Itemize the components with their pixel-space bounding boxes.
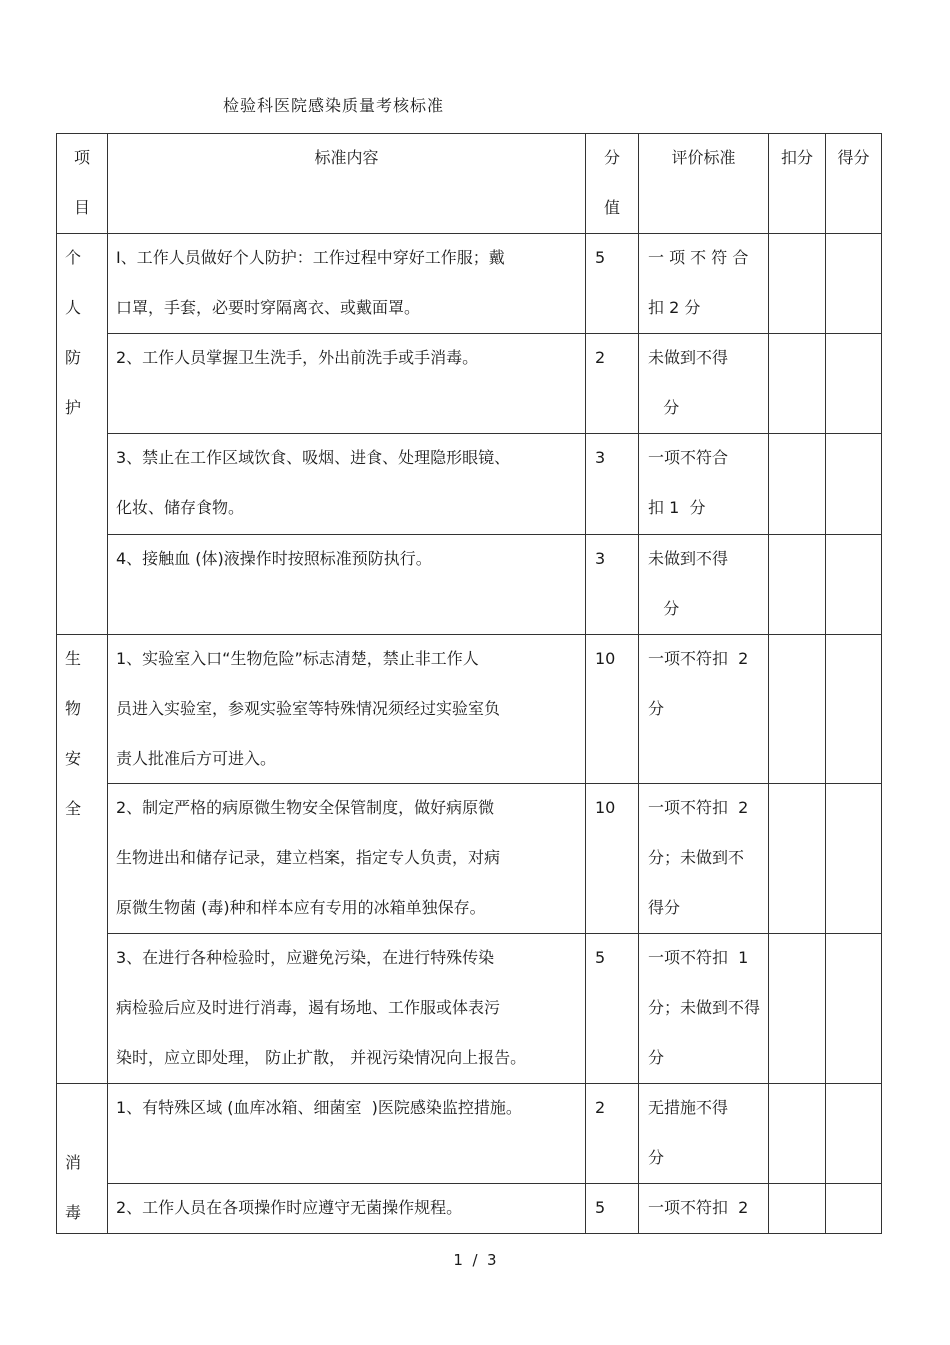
row-content: 4、接触血 (体)液操作时按照标准预防执行。 (116, 549, 432, 568)
row-score: 5 (595, 948, 606, 967)
row-score: 10 (595, 649, 616, 668)
row-content: 2、工作人员掌握卫生洗手，外出前洗手或手消毒。 (116, 348, 479, 367)
page-number: 1 / 3 (453, 1251, 497, 1269)
row-score: 3 (595, 549, 606, 568)
row-score: 5 (595, 248, 606, 267)
row-score: 2 (595, 1098, 606, 1117)
section-label-disinfection: 消毒 (64, 1153, 81, 1222)
row-evaluation: 一项不符扣 2 分；未做到不 得分 (648, 798, 749, 917)
header-score: 分 值 (603, 148, 620, 217)
row-evaluation: 未做到不得 分 (648, 348, 729, 417)
section-label-personal-protection: 个人防护 (64, 248, 81, 417)
column-divider (638, 133, 639, 1234)
column-divider (825, 133, 826, 1234)
header-item: 项 目 (73, 148, 90, 217)
header-obtained: 得分 (837, 148, 870, 167)
row-content: 1、有特殊区域 (血库冰箱、细菌室 )医院感染监控措施。 (116, 1098, 522, 1117)
row-content: I、工作人员做好个人防护：工作过程中穿好工作服；戴 口罩，手套，必要时穿隔离衣、或戴面罩。 (116, 248, 505, 317)
row-evaluation: 一项不符扣 1 分；未做到不得 分 (648, 948, 761, 1067)
table-border-left (56, 133, 57, 1234)
row-evaluation: 一项不符扣 2 分 (648, 649, 749, 718)
row-evaluation: 一项不符合 扣 1 分 (648, 448, 729, 517)
column-divider (585, 133, 586, 1234)
column-divider (107, 133, 108, 1234)
row-content: 3、在进行各种检验时，应避免污染，在进行特殊传染 病检验后应及时进行消毒，遏有场地、工作服或体表污 染时，应立即处理， 防止扩散， 并视污染情况向上报告。 (116, 948, 527, 1067)
section-label-biosafety: 生物安全 (64, 649, 81, 818)
row-score: 2 (595, 348, 606, 367)
header-content: 标准内容 (314, 148, 379, 167)
row-content: 2、制定严格的病原微生物安全保管制度，做好病原微 生物进出和储存记录，建立档案，指定专人负责，对病 原微生物菌 (毒)种和样本应有专用的冰箱单独保存。 (116, 798, 501, 917)
row-evaluation: 一 项 不 符 合 扣 2 分 (648, 248, 749, 317)
row-score: 3 (595, 448, 606, 467)
row-evaluation: 无措施不得 分 (648, 1098, 729, 1167)
row-content: 3、禁止在工作区域饮食、吸烟、进食、处理隐形眼镜、 化妆、储存食物。 (116, 448, 511, 517)
row-score: 10 (595, 798, 616, 817)
row-evaluation: 未做到不得 分 (648, 549, 729, 618)
table-border-right (881, 133, 882, 1234)
header-deduct: 扣分 (780, 148, 813, 167)
header-evaluation: 评价标准 (671, 148, 736, 167)
row-score: 5 (595, 1198, 606, 1217)
row-content: 1、实验室入口“生物危险”标志清楚，禁止非工作人 员进入实验室，参观实验室等特殊情况须经过实验室负 责人批准后方可进入。 (116, 649, 501, 768)
table-border-bottom (56, 1233, 882, 1234)
document-title: 检验科医院感染质量考核标准 (223, 96, 445, 115)
row-evaluation: 一项不符扣 2 (648, 1198, 749, 1217)
row-content: 2、工作人员在各项操作时应遵守无菌操作规程。 (116, 1198, 463, 1217)
